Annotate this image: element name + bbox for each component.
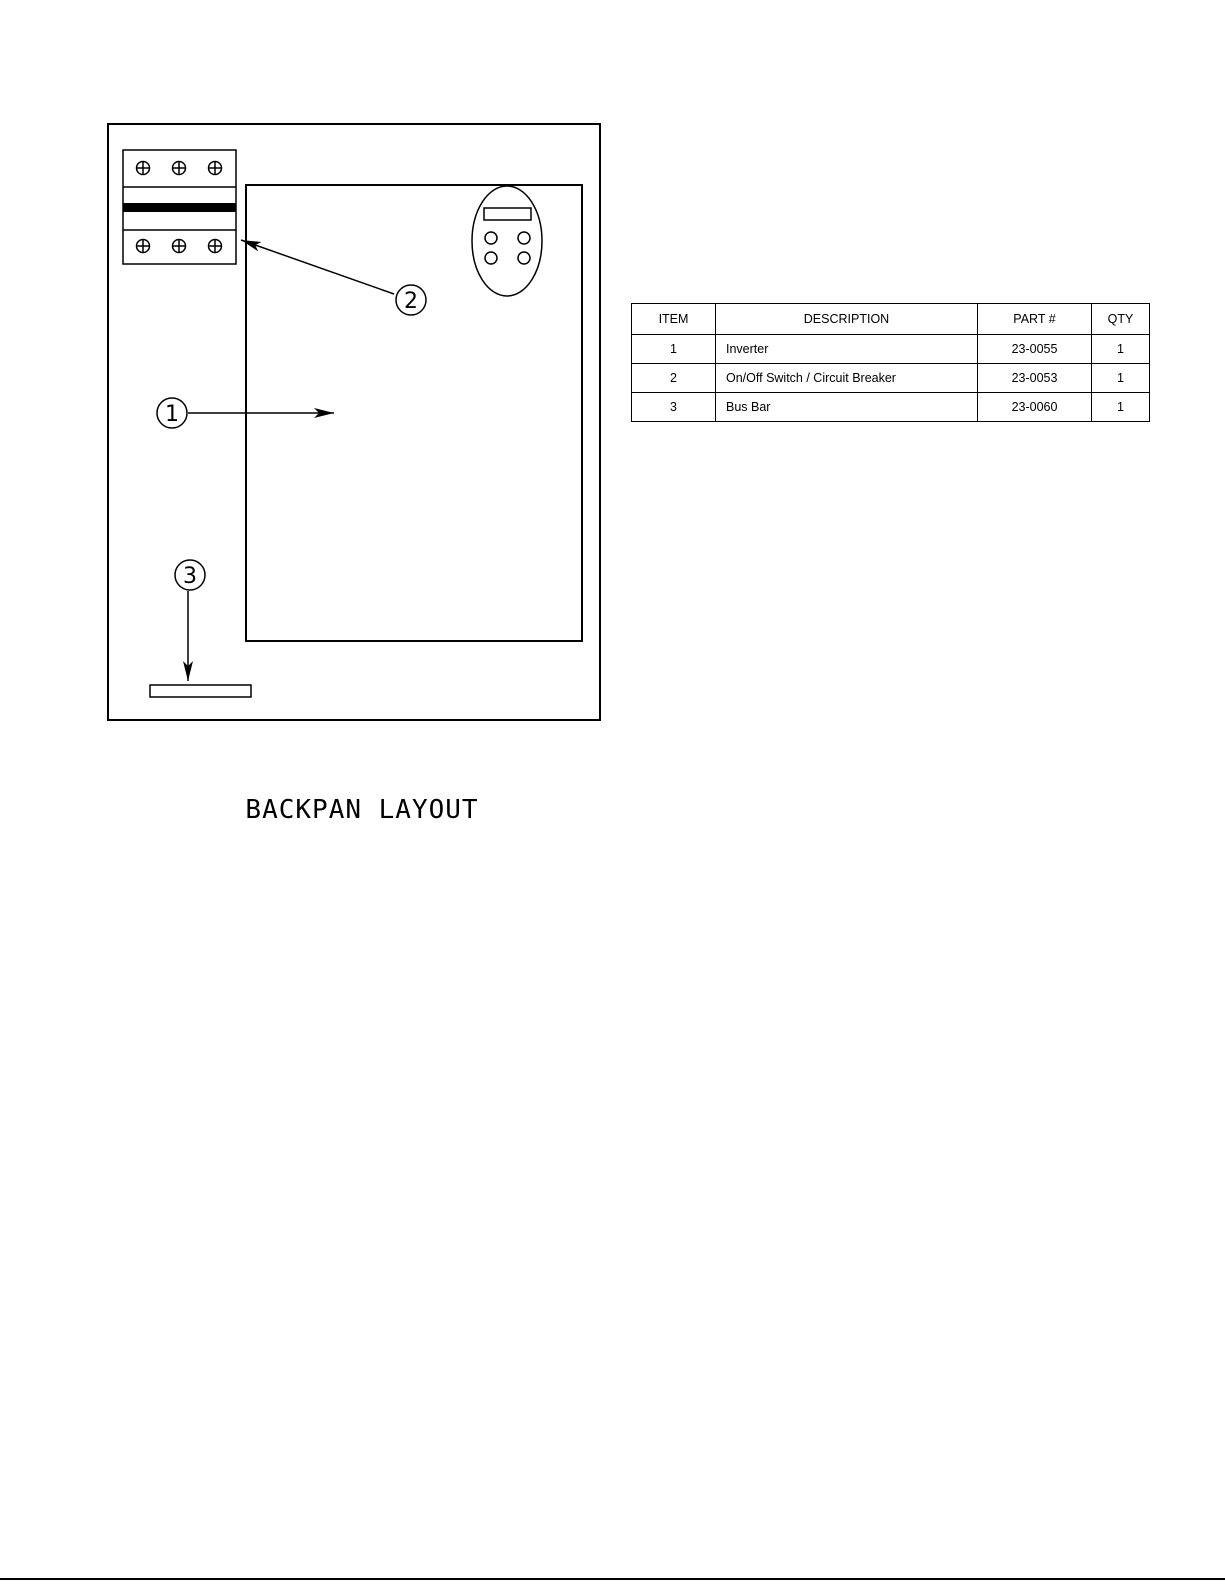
cell-description: Inverter <box>716 335 978 364</box>
header-part-number: PART # <box>978 304 1092 335</box>
table-header-row <box>632 304 1150 335</box>
callout-3 <box>175 560 205 681</box>
keypad-button-icon <box>518 232 530 244</box>
header-item: ITEM <box>632 304 716 335</box>
callout-2 <box>241 240 426 315</box>
table-row <box>632 393 1150 422</box>
header-qty: QTY <box>1092 304 1150 335</box>
backpan-outline <box>108 124 600 720</box>
callout-2-number: 2 <box>404 289 418 314</box>
cell-description: Bus Bar <box>716 393 978 422</box>
callout-1-number: 1 <box>165 402 179 427</box>
cell-item: 1 <box>632 335 716 364</box>
keypad-display <box>484 208 531 220</box>
cell-item: 3 <box>632 393 716 422</box>
keypad-button-icon <box>518 252 530 264</box>
table-row <box>632 335 1150 364</box>
circuit-breaker <box>123 150 236 264</box>
cell-item: 2 <box>632 364 716 393</box>
cell-part-number: 23-0053 <box>978 364 1092 393</box>
cell-qty: 1 <box>1092 393 1150 422</box>
table-row <box>632 364 1150 393</box>
cell-qty: 1 <box>1092 364 1150 393</box>
keypad-button-icon <box>485 232 497 244</box>
bus-bar <box>150 685 251 697</box>
cell-part-number: 23-0055 <box>978 335 1092 364</box>
cell-qty: 1 <box>1092 335 1150 364</box>
cell-part-number: 23-0060 <box>978 393 1092 422</box>
diagram-title: BACKPAN LAYOUT <box>245 795 479 825</box>
page-bottom-rule <box>0 1578 1225 1580</box>
inverter-keypad <box>472 186 542 296</box>
parts-list-table <box>631 303 1150 422</box>
header-description: DESCRIPTION <box>716 304 978 335</box>
callout-3-number: 3 <box>183 564 197 589</box>
cell-description: On/Off Switch / Circuit Breaker <box>716 364 978 393</box>
keypad-button-icon <box>485 252 497 264</box>
